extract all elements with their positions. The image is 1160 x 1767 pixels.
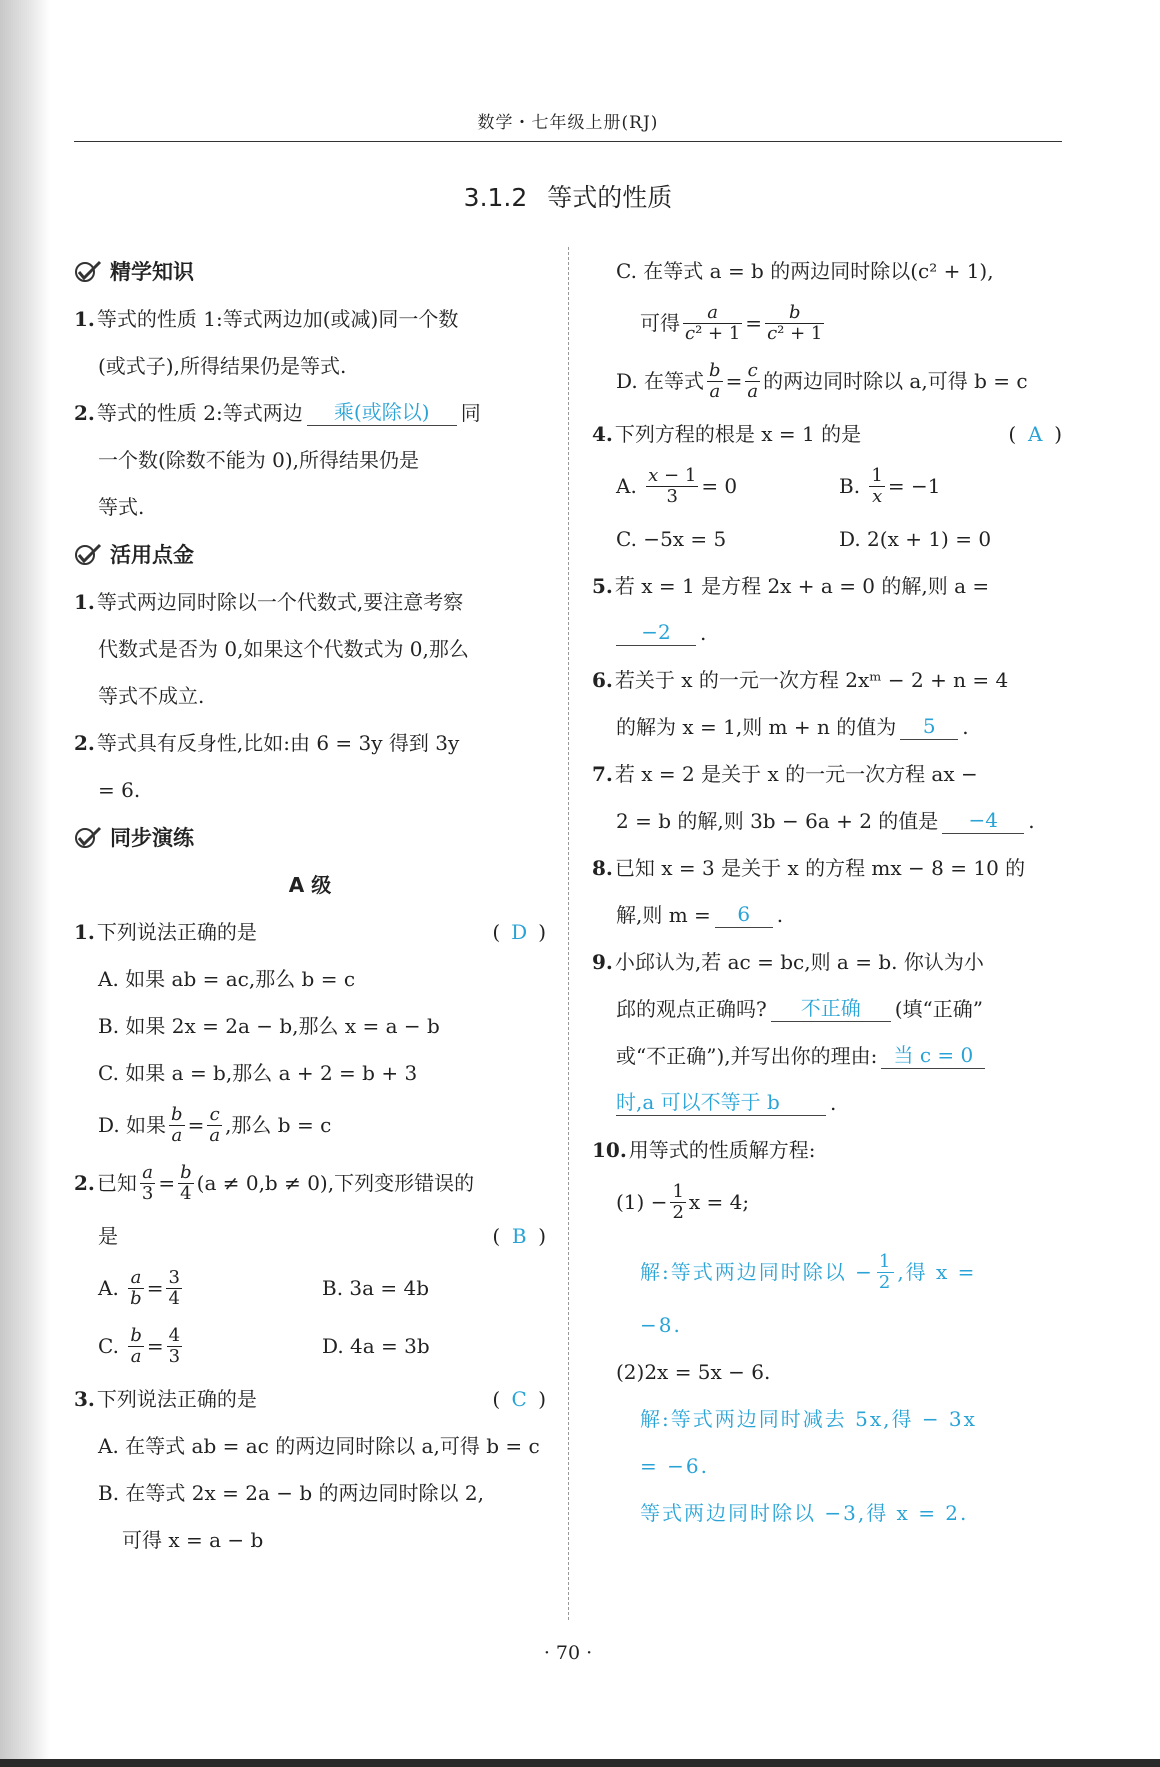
question-4: 4. 下列方程的根是 x = 1 的是 ( A ) (592, 421, 1062, 446)
fill-blank: 不正确 (771, 995, 891, 1022)
bottom-bar (0, 1759, 1160, 1767)
fill-blank: 6 (715, 901, 773, 928)
fraction: $\frac{a}{3}$ (141, 1161, 154, 1204)
fraction: $\frac{b}{4}$ (180, 1161, 192, 1204)
question-5: 5. 若 x = 1 是方程 2x + a = 0 的解,则 a = (592, 573, 990, 598)
section-heading: 等式的性质 (547, 183, 673, 212)
column-divider (568, 247, 569, 1620)
check-icon (74, 542, 102, 566)
left-column: 精学知识 1. 等式的性质 1:等式两边加(或减)同一个数 (或式子),所得结果仍是等式. 2. 等式的性质 2:等式两边 乘(或除以) 同 一个数(除数不能为 0),所得结果仍是 等式. 活用点金 1. 等式两边同时除以一个代数式,要注意考察 代数式是否为 0,如果这个代数式为 0,那么 等式不成立. 2. 等式具有反身性,比如:由 6 = 3y 得到 3y = 6. 同步演练 A 级 1. 下列说法正确的是 ( D ) A. 如果 ab = ac,那么 b = c B. 如果 2x = 2a − b,那么 x = a − b C. 如果 a = b,那么 a + 2 = b + 3 D. 如果 $\frac{b}{a}$ = $\frac{c}{a}$ ,那么 b = c 2. 已知 $\frac{a}{3}$ = $\frac{b}{4}$ (a ≠ 0,b ≠ 0),下列变形错误的 是 ( B ) A. $\frac{a}{b}$ = $\frac{3}{4}$ B. 3a = 4b C. $\frac{b}{a}$ = $\frac{4}{3}$ D. 4a = 3b 3. 下列说法正确的是 ( C ) A. 在等式 ab = ac 的两边同时除以 a,可得 b = c B. 在等式 2x = 2a − b 的两边同时除以 2, 可得 x = a − b (74, 247, 546, 1563)
page-number: · 70 · (543, 1642, 593, 1664)
right-column: C. 在等式 a = b 的两边同时除以(c² + 1), 可得 $\frac{a}{\text{c² + 1}}$ = $\frac{b}{\text{c² + 1}}$ D. 在等式 $\frac{b}{a}$ = $\frac{c}{a}$ 的两边同时除以 a,可得 b = c 4. 下列方程的根是 x = 1 的是 ( A ) A. $\frac{x - 1}{3}$ = 0 B. $\frac{1}{x}$ = −1 C. −5x = 5 D. 2(x + 1) = 0 5. 若 x = 1 是方程 2x + a = 0 的解,则 a = −2 . 6. 若关于 x 的一元一次方程 2xᵐ − 2 + n = 4 的解为 x = 1,则 m + n 的值为 5 . 7. 若 x = 2 是关于 x 的一元一次方程 ax − 2 = b 的解,则 3b − 6a + 2 的值是 −4 . 8. 已知 x = 3 是关于 x 的方程 mx − 8 = 10 的 解,则 m = 6 . 9. 小邱认为,若 ac = bc,则 a = b. 你认为小 邱的观点正确吗? 不正确 (填“正确” 或“不正确”),并写出你的理由: 当 c = 0 时,a 可以不等于 b . 10. 用等式的性质解方程: (1) − $\frac{1}{2}$ x = 4; 解:等式两边同时除以 − $\frac{1}{2}$ ,得 x = −8. (2)2x = 5x − 6. 解:等式两边同时减去 5x,得 − 3x = −6. 等式两边同时除以 −3,得 x = 2. (592, 247, 1062, 1536)
running-header: 数学・七年级上册(RJ) (477, 113, 659, 133)
section-heading-jingxue: 精学知识 (74, 251, 546, 291)
question-9: 9. 小邱认为,若 ac = bc,则 a = b. 你认为小 (592, 949, 984, 974)
fill-blank: 乘(或除以) (307, 399, 457, 426)
fill-blank: 时,a 可以不等于 b (616, 1089, 826, 1116)
question-10: 10. 用等式的性质解方程: (592, 1137, 816, 1162)
question-7: 7. 若 x = 2 是关于 x 的一元一次方程 ax − (592, 761, 978, 786)
fraction: $\frac{c}{a}$ (209, 1103, 221, 1146)
list-item: 2. 等式具有反身性,比如:由 6 = 3y 得到 3y (74, 730, 460, 755)
page-edge-shadow (0, 0, 50, 1767)
fill-blank: −4 (942, 807, 1024, 834)
fill-blank: −2 (616, 619, 696, 646)
section-heading-huoyong: 活用点金 (74, 534, 546, 574)
fraction: $\frac{b}{a}$ (171, 1103, 183, 1146)
list-item: 1. 等式的性质 1:等式两边加(或减)同一个数 (74, 306, 459, 331)
question-6: 6. 若关于 x 的一元一次方程 2xᵐ − 2 + n = 4 (592, 667, 1009, 692)
question-3: 3. 下列说法正确的是 ( C ) (74, 1386, 546, 1411)
solution-text: 解:等式两边同时减去 5x,得 − 3x (640, 1406, 977, 1431)
check-icon (74, 825, 102, 849)
grade-label: A 级 (288, 872, 332, 897)
solution-text: = −6. (640, 1453, 709, 1478)
fill-blank: 5 (900, 713, 958, 740)
answer-choice: ( D ) (492, 919, 546, 944)
question-1: 1. 下列说法正确的是 ( D ) (74, 919, 546, 944)
answer-choice: ( B ) (492, 1223, 546, 1248)
check-icon (74, 259, 102, 283)
header-rule (74, 141, 1062, 142)
answer-choice: ( C ) (492, 1386, 546, 1411)
question-2: 2. 已知 $\frac{a}{3}$ = $\frac{b}{4}$ (a ≠ 0,b ≠ 0),下列变形错误的 (74, 1161, 475, 1204)
list-item: 1. 等式两边同时除以一个代数式,要注意考察 (74, 589, 464, 614)
section-heading-tongbu: 同步演练 (74, 817, 546, 857)
solution-text: −8. (640, 1312, 682, 1337)
section-number: 3.1.2 (463, 183, 528, 212)
question-8: 8. 已知 x = 3 是关于 x 的方程 mx − 8 = 10 的 (592, 855, 1026, 880)
solution-text: 等式两边同时除以 −3,得 x = 2. (640, 1500, 969, 1525)
answer-choice: ( A ) (1008, 421, 1062, 446)
fill-blank: 当 c = 0 (881, 1042, 985, 1069)
section-title (74, 178, 1062, 214)
solution-text: 解:等式两边同时除以 − $\frac{1}{2}$ ,得 x = (640, 1250, 977, 1293)
list-item: 2. 等式的性质 2:等式两边 乘(或除以) 同 (74, 400, 481, 425)
